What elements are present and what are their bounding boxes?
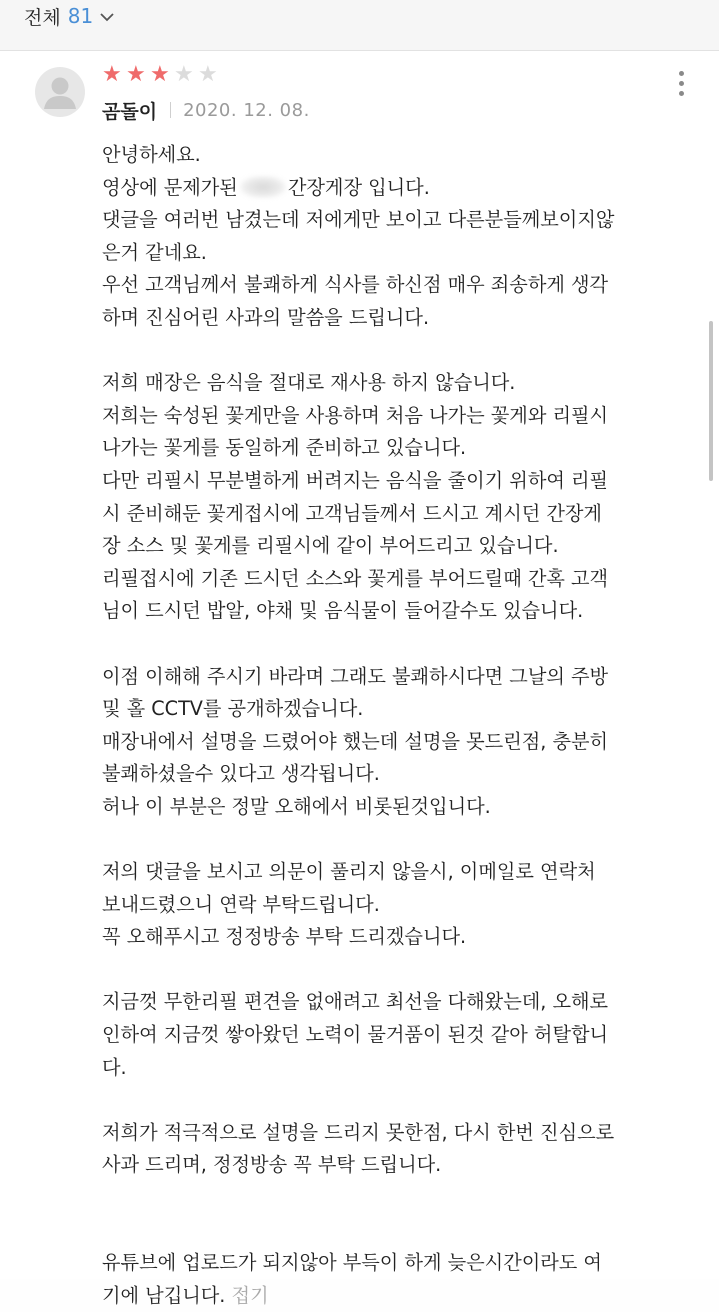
review-line: 꼭 오해푸시고 정정방송 부탁 드리겠습니다.: [102, 925, 467, 949]
review-line: 인하여 지금껏 쌓아왔던 노력이 물거품이 된것 같아 허탈합니: [102, 1023, 609, 1047]
review-card: [0, 51, 719, 1307]
review-meta: [102, 96, 310, 124]
review-line: 허나 이 부분은 정말 오해에서 비롯된것입니다.: [102, 794, 491, 818]
review-filter-dropdown[interactable]: [24, 3, 115, 29]
review-line: 저희 매장은 음식을 절대로 재사용 하지 않습니다.: [102, 371, 516, 395]
review-line: 및 홀 CCTV를 공개하겠습니다.: [102, 697, 364, 721]
star-filled-icon: ★: [126, 62, 146, 87]
blurred-store-name: [240, 176, 286, 198]
review-line: 기에 남깁니다. 접기: [102, 1283, 269, 1307]
star-empty-icon: ★: [174, 62, 194, 87]
chevron-down-icon: [99, 8, 115, 24]
review-line: 유튜브에 업로드가 되지않아 부득이 하게 늦은시간이라도 여: [102, 1251, 602, 1275]
review-line: 다만 리필시 무분별하게 버려지는 음식을 줄이기 위하여 리필: [102, 468, 609, 492]
review-line: 이점 이해해 주시기 바라며 그래도 불쾌하시다면 그날의 주방: [102, 664, 609, 688]
review-line: 나가는 꽃게를 동일하게 준비하고 있습니다.: [102, 436, 467, 460]
review-list-header: [0, 0, 719, 51]
scrollbar[interactable]: [709, 321, 713, 481]
review-line: 안녕하세요.: [102, 143, 201, 166]
review-line: 보내드렸으니 연락 부탁드립니다.: [102, 892, 380, 916]
review-line: 댓글을 여러번 남겼는데 저에게만 보이고 다른분들께보이지않: [102, 208, 615, 232]
more-vertical-icon[interactable]: [674, 71, 688, 101]
review-line: 저희가 적극적으로 설명을 드리지 못한점, 다시 한번 진심으로: [102, 1120, 615, 1144]
filter-label: 전체: [24, 6, 61, 29]
review-line: 매장내에서 설명을 드렸어야 했는데 설명을 못드린점, 충분히: [102, 729, 609, 753]
user-silhouette-icon: [35, 67, 85, 117]
review-line: 님이 드시던 밥알, 야채 및 음식물이 들어갈수도 있습니다.: [102, 599, 584, 623]
review-line: 불쾌하셨을수 있다고 생각됩니다.: [102, 762, 380, 786]
review-line: 영상에 문제가된 간장게장 입니다.: [102, 175, 430, 199]
review-line: 은거 같네요.: [102, 240, 207, 264]
star-filled-icon: ★: [102, 62, 122, 87]
divider: [170, 102, 171, 118]
star-filled-icon: ★: [150, 62, 170, 87]
review-line: 사과 드리며, 정정방송 꼭 부탁 드립니다.: [102, 1153, 442, 1177]
review-line: 리필접시에 기존 드시던 소스와 꽃게를 부어드릴때 간혹 고객: [102, 566, 609, 590]
star-empty-icon: ★: [198, 62, 218, 87]
review-line: 저희는 숙성된 꽃게만을 사용하며 처음 나가는 꽃게와 리필시: [102, 403, 609, 427]
review-text: [102, 139, 702, 1312]
review-count: 81: [67, 4, 94, 28]
review-line: 다.: [102, 1055, 127, 1079]
review-line: 저의 댓글을 보시고 의문이 풀리지 않을시, 이메일로 연락처: [102, 860, 596, 884]
star-rating: [102, 63, 222, 87]
review-line: 지금껏 무한리필 편견을 없애려고 최선을 다해왔는데, 오해로: [102, 990, 609, 1014]
review-author: 곰돌이: [102, 100, 158, 123]
collapse-link[interactable]: 접기: [231, 1283, 269, 1307]
avatar: [35, 67, 85, 117]
review-line: 하며 진심어린 사과의 말씀을 드립니다.: [102, 305, 430, 329]
review-date: 2020. 12. 08.: [183, 99, 310, 121]
review-line: 시 준비해둔 꽃게접시에 고객님들께서 드시고 계시던 간장게: [102, 501, 602, 525]
review-line: 장 소스 및 꽃게를 리필시에 같이 부어드리고 있습니다.: [102, 534, 559, 558]
review-line: 우선 고객님께서 불쾌하게 식사를 하신점 매우 죄송하게 생각: [102, 273, 609, 297]
